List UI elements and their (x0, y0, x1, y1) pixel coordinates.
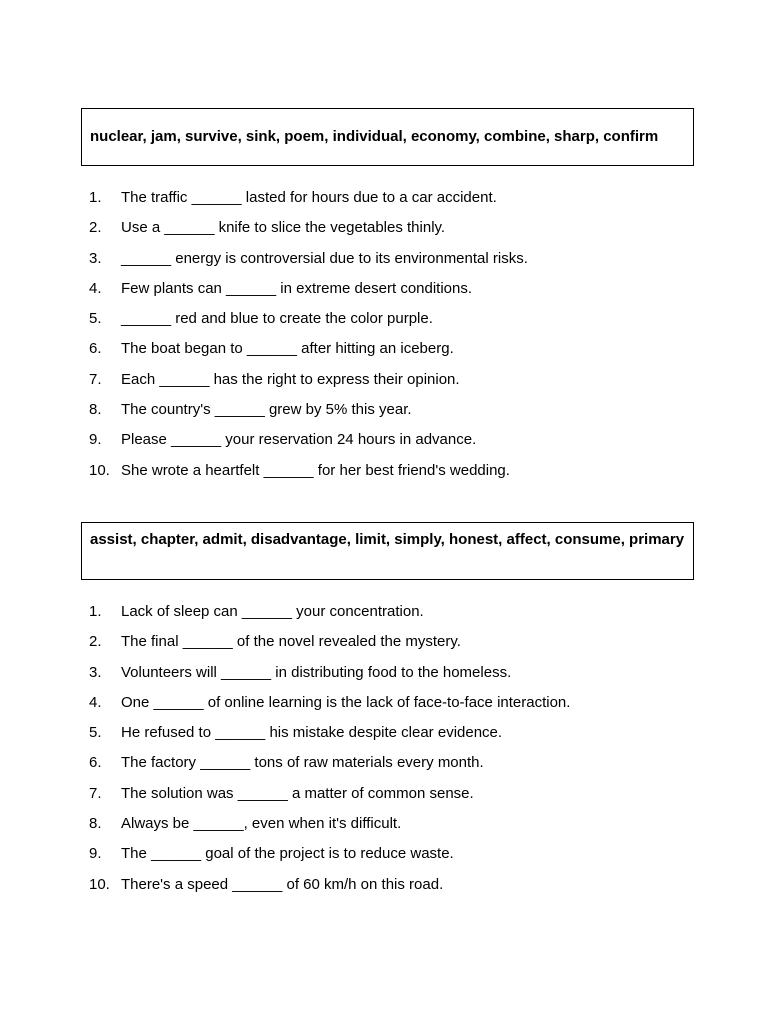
question-item (81, 338, 694, 368)
question-item (81, 722, 694, 752)
question-text: Few plants can ______ in extreme desert conditions. (121, 279, 473, 297)
question-item (81, 187, 694, 217)
question-item (81, 278, 694, 308)
question-text: ______ red and blue to create the color purple. (121, 310, 433, 328)
question-text: One ______ of online learning is the lack of face-to-face interaction. (121, 693, 571, 711)
word-bank-box: nuclear, jam, survive, sink, poem, individual, economy, combine, sharp, confirm (81, 108, 694, 166)
question-text: Lack of sleep can ______ your concentration. (121, 603, 424, 620)
question-text: Each ______ has the right to express their opinion. (121, 370, 460, 388)
question-item (81, 752, 694, 782)
question-number: 2. (89, 633, 102, 651)
question-text: The solution was ______ a matter of common sense. (121, 784, 474, 802)
question-number: 8. (89, 401, 102, 419)
question-list (81, 601, 694, 904)
question-number: 1. (89, 189, 102, 206)
question-number: 6. (89, 340, 102, 358)
question-number: 9. (89, 431, 102, 449)
question-number: 7. (89, 784, 102, 802)
question-item (81, 692, 694, 722)
question-number: 2. (89, 219, 102, 237)
word-bank-box: assist, chapter, admit, disadvantage, limit, simply, honest, affect, consume, primary (81, 522, 694, 580)
question-number: 10. (89, 461, 110, 479)
question-number: 4. (89, 693, 102, 711)
question-item (81, 429, 694, 459)
question-item (81, 874, 694, 904)
question-text: ______ energy is controversial due to its environmental risks. (121, 249, 528, 267)
question-item (81, 601, 694, 631)
question-number: 3. (89, 249, 102, 267)
question-text: The traffic ______ lasted for hours due to a car accident. (121, 189, 497, 206)
question-number: 6. (89, 754, 102, 772)
question-item (81, 248, 694, 278)
question-text: There's a speed ______ of 60 km/h on this road. (121, 875, 444, 893)
question-item (81, 308, 694, 338)
question-number: 3. (89, 663, 102, 681)
question-item (81, 813, 694, 843)
question-item (81, 631, 694, 661)
question-item (81, 783, 694, 813)
question-number: 5. (89, 724, 102, 742)
question-number: 8. (89, 815, 102, 833)
question-text: Please ______ your reservation 24 hours in advance. (121, 431, 477, 449)
question-text: The ______ goal of the project is to reduce waste. (121, 845, 454, 863)
question-number: 7. (89, 370, 102, 388)
question-text: The boat began to ______ after hitting an iceberg. (121, 340, 454, 358)
question-text: Volunteers will ______ in distributing food to the homeless. (121, 663, 512, 681)
question-text: The final ______ of the novel revealed the mystery. (121, 633, 461, 651)
question-text: The country's ______ grew by 5% this year. (121, 401, 412, 419)
question-text: Always be ______, even when it's difficult. (121, 815, 402, 833)
question-item (81, 399, 694, 429)
question-text: He refused to ______ his mistake despite clear evidence. (121, 724, 503, 742)
question-item (81, 460, 694, 490)
question-text: The factory ______ tons of raw materials every month. (121, 754, 484, 772)
question-text: Use a ______ knife to slice the vegetables thinly. (121, 219, 446, 237)
question-number: 10. (89, 875, 110, 893)
question-number: 5. (89, 310, 102, 328)
question-item (81, 217, 694, 247)
question-text: She wrote a heartfelt ______ for her best friend's wedding. (121, 461, 510, 479)
question-number: 9. (89, 845, 102, 863)
question-list (81, 187, 694, 490)
question-number: 1. (89, 603, 102, 620)
question-item (81, 662, 694, 692)
question-item (81, 369, 694, 399)
exercise-section-1 (81, 108, 694, 490)
question-number: 4. (89, 279, 102, 297)
exercise-section-2 (81, 522, 694, 904)
question-item (81, 843, 694, 873)
